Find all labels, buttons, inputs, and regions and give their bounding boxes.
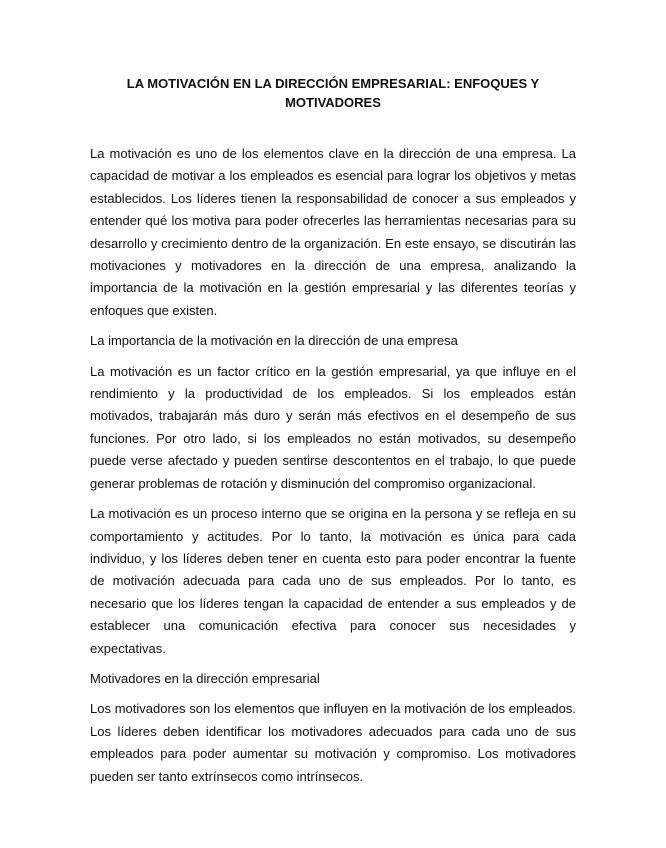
- motivators-paragraph: Los motivadores son los elementos que influyen en la motivación de los empleados. Los líderes deben identificar los motivadores adecuados para cada uno de sus empleados para poder aumentar su motivación y compromiso. Los motivadores pueden ser tanto extrínsecos como intrínsecos.: [90, 701, 576, 784]
- intro-paragraph: La motivación es uno de los elementos clave en la dirección de una empresa. La capacidad de motivar a los empleados es esencial para lograr los objetivos y metas establecidos. Los líderes tienen la responsabilidad de conocer a sus empleados y entender qué los motiva para poder ofrecerles las herramientas necesarias para su desarrollo y crecimiento dentro de la organización. En este ensayo, se discutirán las motivaciones y motivadores en la dirección de una empresa, analizando la importancia de la motivación en la gestión empresarial y las diferentes teorías y enfoques que existen.: [90, 146, 576, 318]
- section-heading-importance: La importancia de la motivación en la dirección de una empresa: [90, 333, 458, 349]
- importance-paragraph-1: La motivación es un factor crítico en la gestión empresarial, ya que influye en el rendimiento y la productividad de los empleados. Si los empleados están motivados, trabajarán más duro y serán más efectivos en el desempeño de sus funciones. Por otro lado, si los empleados no están motivados, su desempeño puede verse afectado y pueden sentirse descontentos en el trabajo, lo que puede generar problemas de rotación y disminución del compromiso organizacional.: [90, 363, 576, 491]
- document-title: LA MOTIVACIÓN EN LA DIRECCIÓN EMPRESARIAL: ENFOQUES Y MOTIVADORES: [126, 76, 540, 110]
- document-body: [90, 143, 576, 788]
- section-heading-motivators: Motivadores en la dirección empresarial: [90, 670, 320, 686]
- importance-paragraph-2: La motivación es un proceso interno que se origina en la persona y se refleja en su comportamiento y actitudes. Por lo tanto, la motivación es única para cada individuo, y los líderes deben tener en cuenta esto para poder encontrar la fuente de motivación adecuada para cada uno de sus empleados. Por lo tanto, es necesario que los líderes tengan la capacidad de entender a sus empleados y de establecer una comunicación efectiva para conocer sus necesidades y expectativas.: [90, 506, 576, 656]
